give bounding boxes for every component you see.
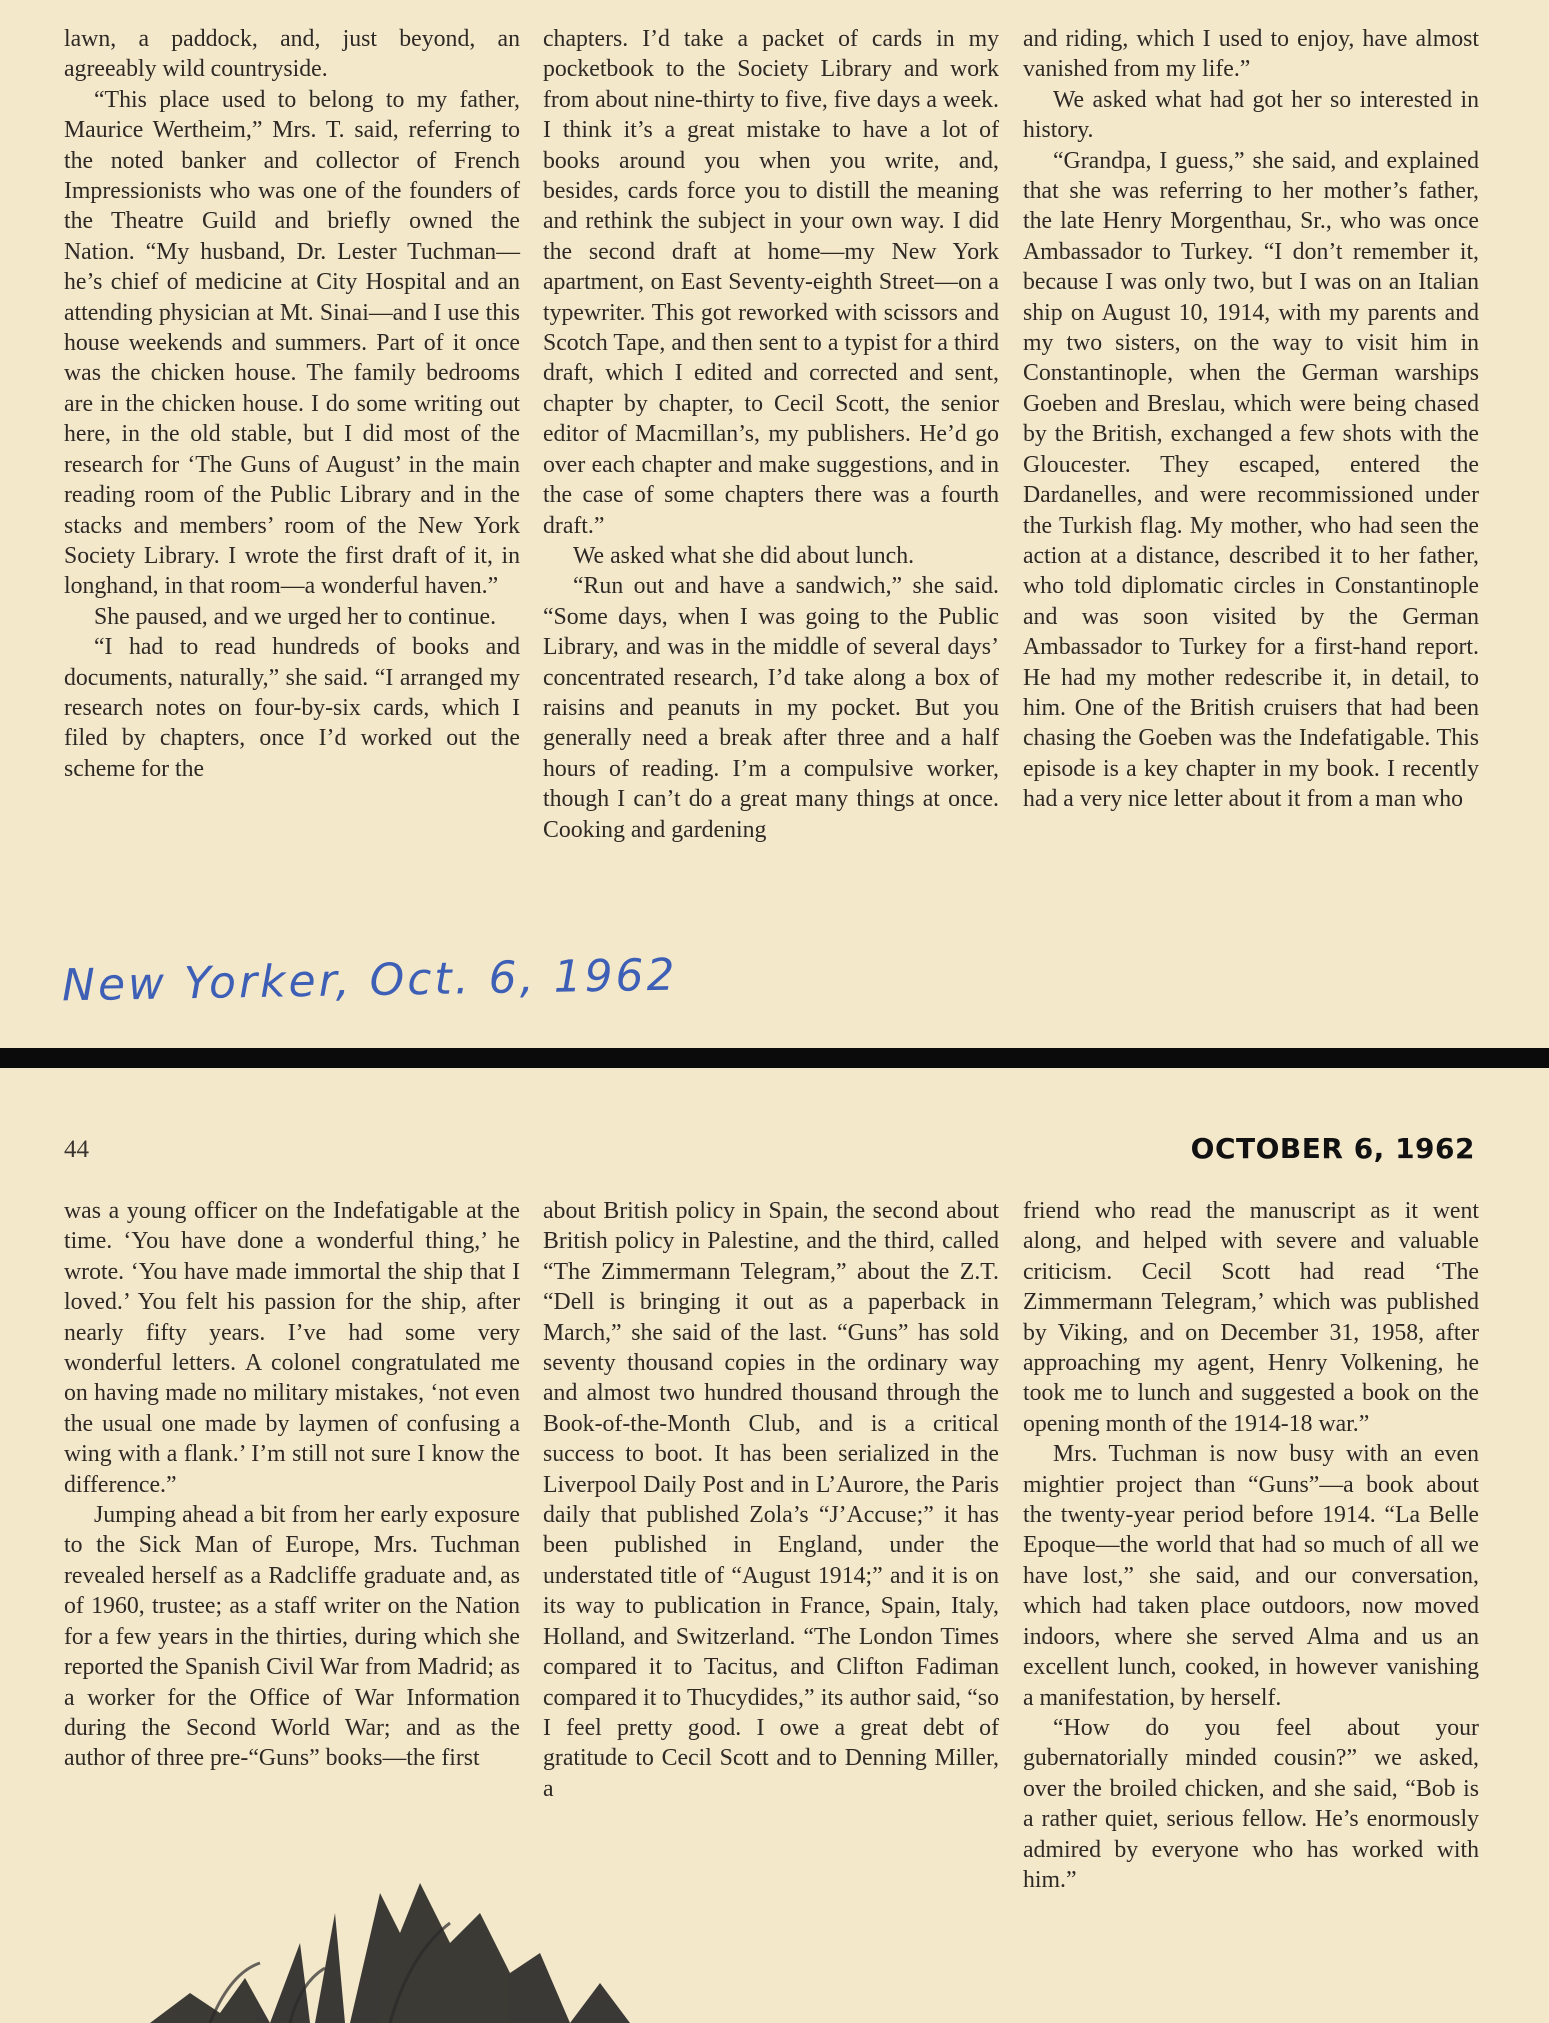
page-number: 44 [64,1136,89,1163]
paragraph: and riding, which I used to enjoy, have almost vanished from my life.” [1023,26,1479,83]
paragraph: “How do you feel about your gubernatorially minded cousin?” we asked, over the broiled chicken, and she said, “Bob is a rather quiet, serious fellow. He’s enormously admired by everyone who has worked with him.” [1023,1714,1479,1893]
paragraph: “Run out and have a sandwich,” she said. “Some days, when I was going to the Public Library, and was in the middle of several days’ concentrated research, I’d take along a box of raisins and peanuts in my pocket. But you generally need a break after three and a half hours of reading. I’m a compulsive worker, though I can’t do a great many things at once. Cooking and gardening [543,573,999,843]
paragraph: Mrs. Tuchman is now busy with an even mightier project than “Guns”—a book about the twenty-year period before 1914. “La Belle Epoque—the world that had so much of all we have lost,” she said, and our conversation, which had taken place outdoors, now moved indoors, where she served Alma and us an excellent lunch, cooked, in however vanishing a manifestation, by herself. [1023,1441,1479,1711]
clipping-divider [0,1048,1549,1068]
paragraph: “I had to read hundreds of books and documents, naturally,” she said. “I arranged my research notes on four-by-six cards, which I filed by chapters, once I’d worked out the scheme for the [64,634,520,782]
paragraph: We asked what had got her so interested in history. [1023,86,1479,144]
paragraph: We asked what she did about lunch. [573,542,915,569]
top-column-2 [543,24,999,845]
bottom-column-3 [1023,1196,1479,1895]
paragraph: She paused, and we urged her to continue. [94,603,497,630]
paragraph: “Grandpa, I guess,” she said, and explained that she was referring to her mother’s father, the late Henry Morgenthau, Sr., who was once Ambassador to Turkey. “I don’t remember it, because I was only two, but I was on an Italian ship on August 10, 1914, with my parents and my two sisters, on the way to visit him in Constantinople, when the German warships Goeben and Breslau, which were being chased by the British, exchanged a few shots with the Gloucester. They escaped, entered the Dardanelles, and were recommissioned under the Turkish flag. My mother, who had seen the action at a distance, described it to her father, who told diplomatic circles in Constantinople and was soon visited by the German Ambassador to Turkey for a first-hand report. He had my mother redescribe it, in detail, to him. One of the British cruisers that had been chasing the Goeben was the Indefatigable. This episode is a key chapter in my book. I recently had a very nice letter about it from a man who [1023,147,1479,813]
paragraph: friend who read the manuscript as it went along, and helped with severe and valuable criticism. Cecil Scott had read ‘The Zimmermann Telegram,’ which was published by Viking, and on December 31, 1958, after approaching my agent, Henry Volkening, he took me to lunch and suggested a book on the opening month of the 1914-18 war.” [1023,1198,1479,1437]
top-column-1 [64,24,520,784]
paragraph: lawn, a paddock, and, just beyond, an agreeably wild countryside. [64,26,520,83]
ink-sketch-illustration [150,1873,630,2023]
bottom-column-2 [543,1196,999,1804]
bottom-column-1 [64,1196,520,1774]
handwritten-annotation: New Yorker, Oct. 6, 1962 [61,949,678,1012]
paragraph: was a young officer on the Indefatigable at the time. ‘You have done a wonderful thing,’ he wrote. ‘You have made immortal the ship that I loved.’ You felt his passion for the ship, after nearly fifty years. I’ve had some very wonderful letters. A colonel congratulated me on having made no military mistakes, ‘not even the usual one made by laymen of confusing a wing with a flank.’ I’m still not sure I know the difference.” [64,1198,520,1498]
bottom-clipping [0,1068,1549,2023]
paragraph: Jumping ahead a bit from her early exposure to the Sick Man of Europe, Mrs. Tuchman revealed herself as a Radcliffe graduate and, as of 1960, trustee; as a staff writer on the Nation for a few years in the thirties, during which she reported the Spanish Civil War from Madrid; as a worker for the Office of War Information during the Second World War; and as the author of three pre-“Guns” books—the first [64,1502,520,1772]
paragraph: “This place used to belong to my father, Maurice Wertheim,” Mrs. T. said, referring to the noted banker and collector of French Impressionists who was one of the founders of the Theatre Guild and briefly owned the Nation. “My husband, Dr. Lester Tuchman—he’s chief of medicine at City Hospital and an attending physician at Mt. Sinai—and I use this house weekends and summers. Part of it once was the chicken house. The family bedrooms are in the chicken house. I do some writing out here, in the old stable, but I did most of the research for ‘The Guns of August’ in the main reading room of the Public Library and in the stacks and members’ room of the New York Society Library. I wrote the first draft of it, in longhand, in that room—a wonderful haven.” [64,86,520,600]
paragraph: about British policy in Spain, the second about British policy in Palestine, and the third, called “The Zimmermann Telegram,” about the Z.T. “Dell is bringing it out as a paperback in March,” she said of the last. “Guns” has sold seventy thousand copies in the ordinary way and almost two hundred thousand through the Book-of-the-Month Club, and is a critical success to boot. It has been serialized in the Liverpool Daily Post and in L’Aurore, the Paris daily that published Zola’s “J’Accuse;” it has been published in England, under the understated title of “August 1914;” and it is on its way to publication in France, Spain, Italy, Holland, and Switzerland. “The London Times compared it to Tacitus, and Clifton Fadiman compared it to Thucydides,” its author said, “so I feel pretty good. I owe a great debt of gratitude to Cecil Scott and to Denning Miller, a [543,1198,999,1802]
issue-date: OCTOBER 6, 1962 [1190,1132,1475,1165]
paragraph: chapters. I’d take a packet of cards in my pocketbook to the Society Library and work from about nine-thirty to five, five days a week. I think it’s a great mistake to have a lot of books around you when you write, and, besides, cards force you to distill the meaning and rethink the subject in your own way. I did the second draft at home—my New York apartment, on East Seventy-eighth Street—on a typewriter. This got reworked with scissors and Scotch Tape, and then sent to a typist for a third draft, which I edited and corrected and sent, chapter by chapter, to Cecil Scott, the senior editor of Macmillan’s, my publishers. He’d go over each chapter and make suggestions, and in the case of some chapters there was a fourth draft.” [543,26,999,539]
top-column-3 [1023,24,1479,815]
